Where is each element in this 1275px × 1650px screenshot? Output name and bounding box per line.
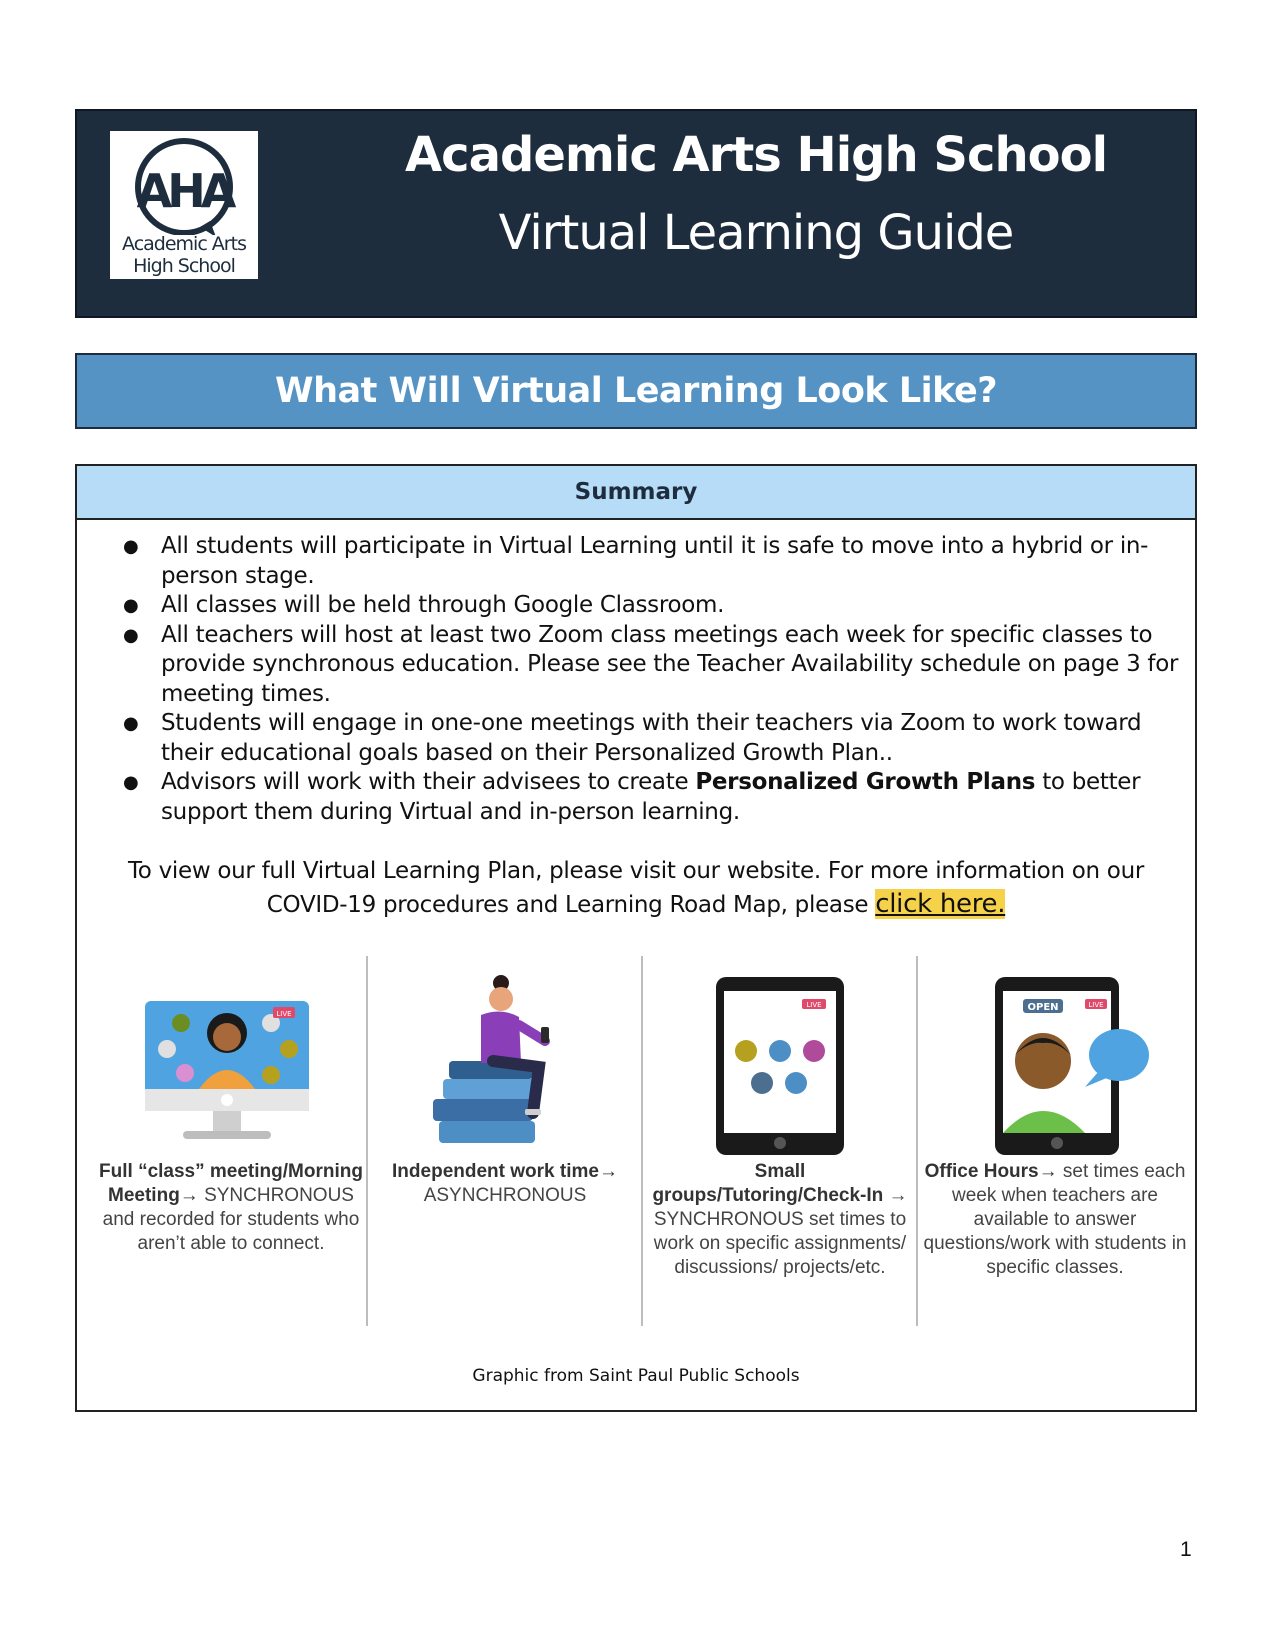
live-badge: LIVE	[806, 1001, 822, 1009]
bullet-item: ● All teachers will host at least two Zoom class meetings each week for specific classes to provide synchronous education. Please see the Teacher Availability schedule on page 3 for meeting times.	[161, 621, 1181, 710]
live-badge: LIVE	[276, 1010, 292, 1018]
panel-small-groups	[644, 956, 916, 1326]
document-header	[75, 109, 1197, 318]
school-title: Academic Arts High School	[404, 127, 1108, 183]
panel-caption	[648, 1160, 912, 1280]
bullet-item: ● All classes will be held through Google Classroom.	[161, 591, 1181, 621]
summary-bullets	[77, 532, 1195, 827]
panel-divider	[641, 956, 643, 1326]
panel-caption-bold: Full “class” meeting/Morning Meeting→	[99, 1161, 363, 1206]
panel-divider	[366, 956, 368, 1326]
live-badge: LIVE	[1088, 1001, 1104, 1009]
panel-caption-text: → SYNCHRONOUS set times to work on specific assignments/ discussions/ projects/etc.	[653, 1185, 908, 1278]
panel-caption-bold: Independent work time→	[392, 1161, 618, 1182]
panel-caption-bold: Small groups/Tutoring/Check-In	[652, 1161, 884, 1206]
bullet-text: Advisors will work with their advisees to create	[161, 769, 696, 795]
page-number: 1	[1180, 1538, 1192, 1561]
logo-mark: AHA	[136, 164, 232, 218]
paragraph-line-1: To view our full Virtual Learning Plan, please visit our website. For more information on our	[127, 858, 1145, 884]
panel-office-hours	[919, 956, 1191, 1326]
panel-class-meeting	[95, 956, 367, 1326]
more-info-paragraph	[87, 855, 1185, 922]
logo-caption-line-1: Academic Arts	[122, 233, 246, 255]
panel-caption	[99, 1160, 363, 1256]
open-sign: OPEN	[1027, 1002, 1059, 1013]
bullet-text: to better support them during Virtual and in-person learning.	[161, 769, 1141, 825]
panel-independent-work	[369, 956, 641, 1326]
video-conference-monitor-icon	[95, 971, 367, 1161]
tablet-office-hours-icon	[919, 971, 1191, 1161]
section-title: What Will Virtual Learning Look Like?	[75, 353, 1197, 429]
panel-caption-text: SYNCHRONOUS and recorded for students who aren’t able to connect.	[102, 1185, 360, 1254]
summary-box	[75, 464, 1197, 1412]
panel-caption	[923, 1160, 1187, 1280]
panel-caption-bold: Office Hours→	[924, 1161, 1058, 1182]
bullet-item: ● All students will participate in Virtual Learning until it is safe to move into a hybrid or in-person stage.	[161, 532, 1181, 591]
panel-caption	[373, 1160, 637, 1208]
summary-heading: Summary	[77, 466, 1195, 520]
bullet-bold-text: Personalized Growth Plans	[695, 769, 1036, 795]
logo-caption-line-2: High School	[133, 255, 235, 277]
panel-divider	[916, 956, 918, 1326]
bullet-item	[161, 768, 1181, 827]
graphic-credit: Graphic from Saint Paul Public Schools	[472, 1366, 800, 1386]
learning-modes-graphic	[95, 956, 1187, 1336]
aha-speech-bubble-icon	[110, 131, 258, 235]
student-reading-on-books-icon	[369, 971, 641, 1161]
panel-caption-text: set times each week when teachers are available to answer questions/work with students in specific classes.	[923, 1161, 1187, 1278]
click-here-link[interactable]: click here.	[875, 889, 1006, 919]
school-logo	[110, 131, 258, 279]
logo-caption	[110, 233, 258, 277]
tablet-group-call-icon	[644, 971, 916, 1161]
bullet-item: ● Students will engage in one-one meetings with their teachers via Zoom to work toward their educational goals based on their Personalized Growth Plan..	[161, 709, 1181, 768]
guide-subtitle: Virtual Learning Guide	[498, 205, 1014, 261]
paragraph-line-2: COVID-19 procedures and Learning Road Map, please	[266, 892, 876, 918]
panel-caption-text: ASYNCHRONOUS	[423, 1185, 587, 1206]
